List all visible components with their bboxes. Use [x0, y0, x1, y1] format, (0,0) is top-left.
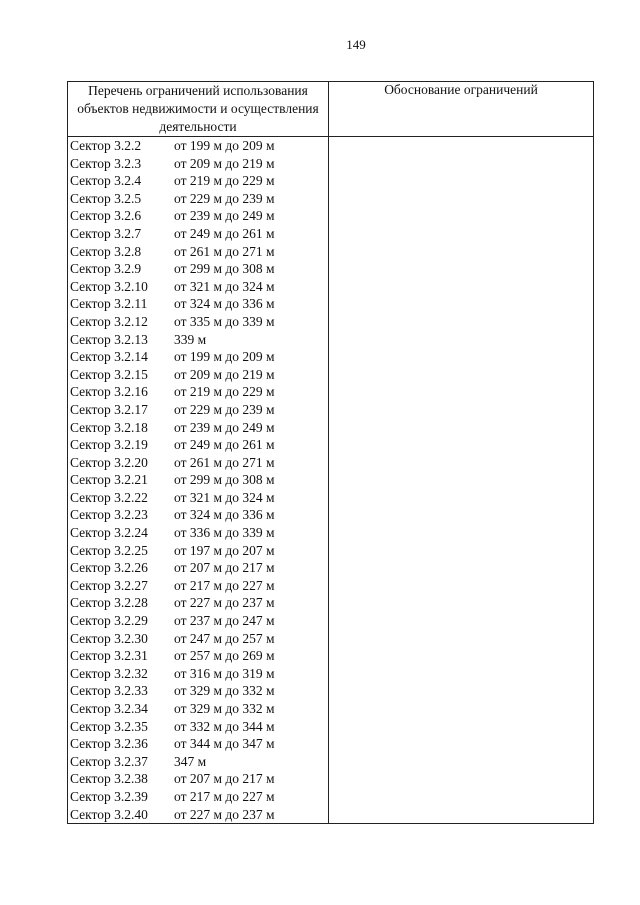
table-row [68, 137, 328, 155]
height-range: от 261 м до 271 м [174, 243, 275, 259]
sector-name: Сектор 3.2.14 [70, 349, 148, 365]
table-row [68, 524, 328, 542]
table-row [68, 788, 328, 806]
sector-name: Сектор 3.2.36 [70, 736, 148, 752]
table-row [68, 331, 328, 349]
height-range: от 199 м до 209 м [174, 349, 275, 365]
sector-name: Сектор 3.2.34 [70, 701, 148, 716]
height-range: от 247 м до 257 м [174, 630, 275, 646]
height-range: от 217 м до 227 м [174, 577, 275, 593]
sector-name: Сектор 3.2.16 [70, 384, 148, 400]
table-row [68, 190, 328, 208]
table-row [68, 436, 328, 454]
table-row [68, 559, 328, 577]
sector-name: Сектор 3.2.38 [70, 771, 148, 787]
table-row [68, 401, 328, 419]
header-restrictions-list: Перечень ограничений использования объектов недвижимости и осуществления деятельности [68, 82, 329, 137]
height-range: от 229 м до 239 м [174, 401, 275, 417]
height-range: от 344 м до 347 м [174, 736, 275, 752]
table-row [68, 313, 328, 331]
table-row [68, 225, 328, 243]
sector-name: Сектор 3.2.32 [70, 665, 148, 681]
height-range: от 237 м до 247 м [174, 613, 275, 629]
height-range: от 329 м до 332 м [174, 683, 275, 699]
sector-name: Сектор 3.2.5 [70, 190, 142, 206]
height-range: от 316 м до 319 м [174, 665, 275, 681]
table-row [68, 489, 328, 507]
header-restrictions-basis: Обоснование ограничений [329, 82, 594, 137]
height-range: от 219 м до 229 м [174, 173, 275, 189]
sector-name: Сектор 3.2.24 [70, 525, 148, 541]
height-range: от 321 м до 324 м [174, 278, 275, 294]
sector-name: Сектор 3.2.37 [70, 753, 148, 769]
sector-name: Сектор 3.2.18 [70, 419, 148, 435]
sector-name: Сектор 3.2.2 [70, 138, 142, 153]
table-row [68, 348, 328, 366]
table-row [68, 665, 328, 683]
height-range: от 207 м до 217 м [174, 560, 275, 576]
height-range: от 227 м до 237 м [174, 595, 275, 611]
height-range: от 249 м до 261 м [174, 225, 275, 241]
table-row [68, 612, 328, 630]
sector-name: Сектор 3.2.11 [70, 296, 148, 312]
height-range: от 249 м до 261 м [174, 437, 275, 453]
table-row [68, 753, 328, 771]
table-row [68, 735, 328, 753]
sector-name: Сектор 3.2.6 [70, 208, 142, 224]
table-row [68, 577, 328, 595]
sector-name: Сектор 3.2.8 [70, 243, 142, 259]
height-range: от 217 м до 227 м [174, 788, 275, 804]
sector-name: Сектор 3.2.9 [70, 261, 142, 277]
height-range: от 199 м до 209 м [174, 138, 275, 153]
table-row [68, 454, 328, 472]
sector-name: Сектор 3.2.15 [70, 366, 148, 382]
sector-name: Сектор 3.2.10 [70, 278, 148, 294]
sector-name: Сектор 3.2.19 [70, 437, 148, 453]
table-row [68, 647, 328, 665]
sector-name: Сектор 3.2.17 [70, 401, 148, 417]
table-row [68, 366, 328, 384]
sector-name: Сектор 3.2.12 [70, 313, 148, 329]
sector-name: Сектор 3.2.13 [70, 331, 148, 347]
height-range: от 209 м до 219 м [174, 366, 275, 382]
sector-name: Сектор 3.2.27 [70, 577, 148, 593]
sector-name: Сектор 3.2.35 [70, 718, 148, 734]
height-range: от 336 м до 339 м [174, 525, 275, 541]
height-range: от 335 м до 339 м [174, 313, 275, 329]
table-row [68, 630, 328, 648]
sector-name: Сектор 3.2.22 [70, 489, 148, 505]
sector-name: Сектор 3.2.3 [70, 155, 142, 171]
height-range: 339 м [174, 331, 207, 347]
table-row [68, 542, 328, 560]
sector-name: Сектор 3.2.26 [70, 560, 148, 576]
height-range: от 329 м до 332 м [174, 701, 275, 716]
sector-name: Сектор 3.2.21 [70, 472, 148, 488]
height-range: от 227 м до 237 м [174, 806, 275, 822]
basis-cell [329, 137, 594, 824]
table-row [68, 155, 328, 173]
height-range: от 324 м до 336 м [174, 296, 275, 312]
sector-name: Сектор 3.2.33 [70, 683, 148, 699]
sector-name: Сектор 3.2.39 [70, 788, 148, 804]
restrictions-table [67, 81, 594, 824]
sector-name: Сектор 3.2.30 [70, 630, 148, 646]
table-row [68, 260, 328, 278]
height-range: от 209 м до 219 м [174, 155, 275, 171]
table-row [68, 295, 328, 313]
sector-name: Сектор 3.2.28 [70, 595, 148, 611]
table-row [68, 806, 328, 824]
table-row [68, 506, 328, 524]
table-row [68, 243, 328, 261]
height-range: от 299 м до 308 м [174, 261, 275, 277]
table-row [68, 682, 328, 700]
table-row [68, 278, 328, 296]
page-number: 149 [346, 37, 366, 52]
sector-name: Сектор 3.2.7 [70, 225, 142, 241]
sector-name: Сектор 3.2.40 [70, 806, 148, 822]
table-row [68, 172, 328, 190]
sector-name: Сектор 3.2.25 [70, 542, 148, 558]
table-row [68, 383, 328, 401]
height-range: 347 м [174, 753, 207, 769]
height-range: от 299 м до 308 м [174, 472, 275, 488]
table-row [68, 770, 328, 788]
sector-name: Сектор 3.2.20 [70, 454, 148, 470]
sector-name: Сектор 3.2.4 [70, 173, 142, 189]
height-range: от 332 м до 344 м [174, 718, 275, 734]
table-row [68, 594, 328, 612]
height-range: от 219 м до 229 м [174, 384, 275, 400]
height-range: от 239 м до 249 м [174, 208, 275, 224]
sector-name: Сектор 3.2.23 [70, 507, 148, 523]
height-range: от 261 м до 271 м [174, 454, 275, 470]
height-range: от 229 м до 239 м [174, 190, 275, 206]
table-body-row [68, 137, 594, 824]
table-row [68, 419, 328, 437]
height-range: от 321 м до 324 м [174, 489, 275, 505]
sector-name: Сектор 3.2.31 [70, 648, 148, 664]
table-row [68, 718, 328, 736]
height-range: от 239 м до 249 м [174, 419, 275, 435]
sector-name: Сектор 3.2.29 [70, 613, 148, 629]
height-range: от 197 м до 207 м [174, 542, 275, 558]
table-row [68, 207, 328, 225]
table-row [68, 471, 328, 489]
table-header-row [68, 82, 594, 137]
height-range: от 324 м до 336 м [174, 507, 275, 523]
height-range: от 207 м до 217 м [174, 771, 275, 787]
sector-list-cell [68, 137, 329, 824]
table-row [68, 700, 328, 718]
height-range: от 257 м до 269 м [174, 648, 275, 664]
